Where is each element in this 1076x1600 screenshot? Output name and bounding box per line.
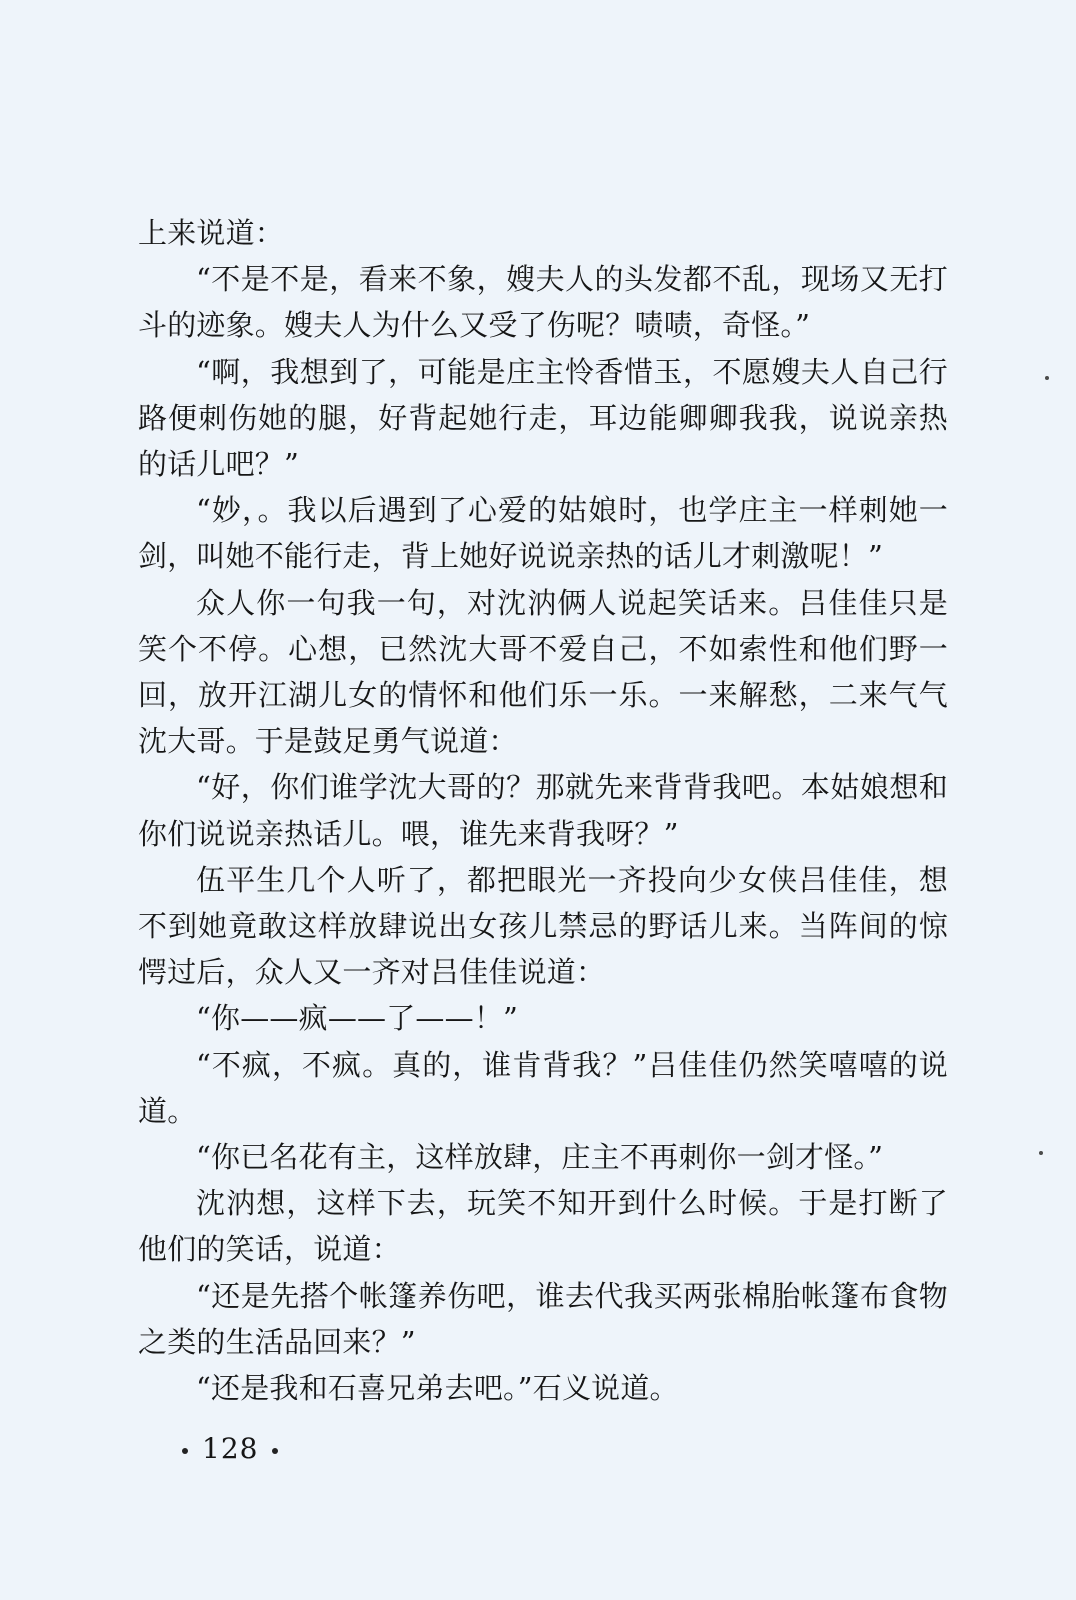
paragraph: 沈汭想，这样下去，玩笑不知开到什么时候。于是打断了他们的笑话，说道：	[138, 1186, 948, 1267]
paragraph: “你已名花有主，这样放肆，庄主不再刺你一剑才怪。”	[196, 1140, 884, 1175]
page-number	[168, 1432, 288, 1466]
paragraph: 上来说道：	[138, 216, 285, 250]
paragraph: “还是我和石喜兄弟去吧。”石义说道。	[196, 1371, 679, 1406]
scan-speck-icon	[1039, 1151, 1043, 1155]
bullet-dot-icon	[272, 1448, 278, 1454]
paragraph: “不疯，不疯。真的，谁肯背我？”吕佳佳仍然笑嘻嘻的说道。	[138, 1047, 948, 1128]
body-text	[138, 210, 948, 1411]
scan-speck-icon	[1045, 376, 1049, 380]
paragraph: 伍平生几个人听了，都把眼光一齐投向少女侠吕佳佳，想不到她竟敢这样放肆说出女孩儿禁忌的野话儿来。当阵间的惊愕过后，众人又一齐对吕佳佳说道：	[138, 862, 948, 990]
paragraph: “啊，我想到了，可能是庄主怜香惜玉，不愿嫂夫人自己行路便刺伤她的腿，好背起她行走，耳边能卿卿我我，说说亲热的话儿吧？”	[138, 354, 948, 482]
paragraph: 众人你一句我一句，对沈汭俩人说起笑话来。吕佳佳只是笑个不停。心想，已然沈大哥不爱自己，不如索性和他们野一回，放开江湖儿女的情怀和他们乐一乐。一来解愁，二来气气沈大哥。于是鼓足勇气说道：	[138, 585, 948, 759]
paragraph: “还是先搭个帐篷养伤吧，谁去代我买两张棉胎帐篷布食物之类的生活品回来？”	[138, 1278, 948, 1359]
page-number-value: 128	[202, 1432, 259, 1465]
paragraph: “不是不是，看来不象，嫂夫人的头发都不乱，现场又无打斗的迹象。嫂夫人为什么又受了伤呢？啧啧，奇怪。”	[138, 262, 948, 343]
bullet-dot-icon	[182, 1448, 188, 1454]
paragraph: “妙，。我以后遇到了心爱的姑娘时，也学庄主一样刺她一剑，叫她不能行走，背上她好说说亲热的话儿才刺激呢！”	[138, 493, 948, 574]
paragraph: “好，你们谁学沈大哥的？那就先来背背我吧。本姑娘想和你们说说亲热话儿。喂，谁先来背我呀？”	[138, 770, 948, 851]
paragraph: “你——疯——了——！”	[196, 1001, 519, 1036]
